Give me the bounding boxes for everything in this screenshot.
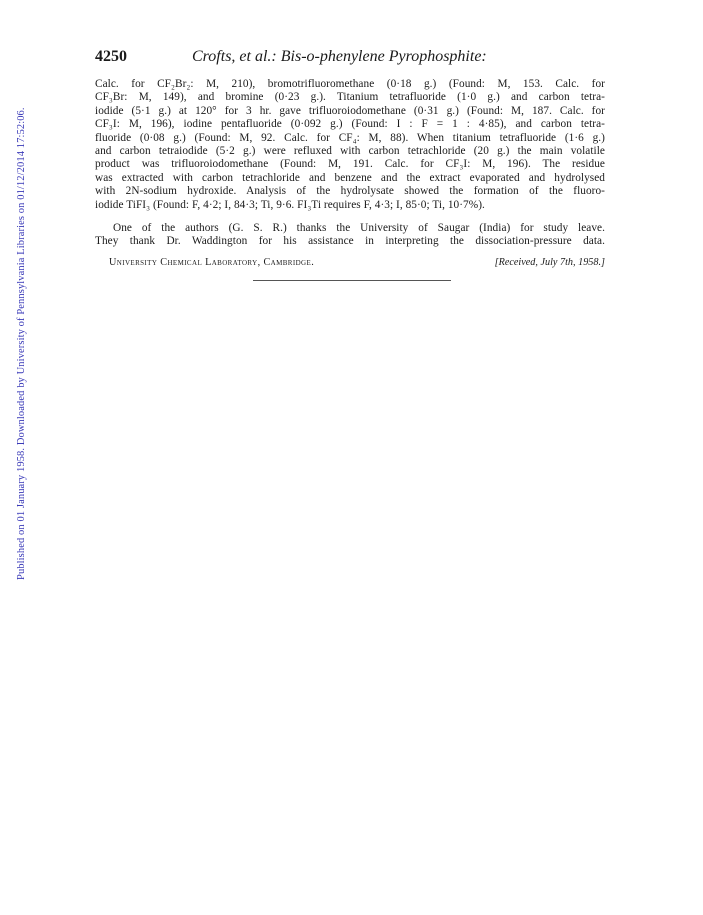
download-watermark-text: Published on 01 January 1958. Downloaded by University of Pennsylvania Libraries on 01/12/2014 17:52:06. <box>16 107 27 580</box>
text-line: product was trifluoroiodomethane (Found: M, 191. Calc. for CF₃I: M, 196). The residue <box>95 158 605 171</box>
text-line: iodide TiFI₃ (Found: F, 4·2; I, 84·3; Ti, 9·6. FI₃Ti requires F, 4·3; I, 85·0; Ti, 10·7%). <box>95 198 485 211</box>
text-line: CF₃Br: M, 149), and bromine (0·23 g.). Titanium tetrafluoride (1·0 g.) and carbon tetra- <box>95 91 605 104</box>
end-rule <box>253 280 451 281</box>
paper-footer <box>95 257 605 271</box>
experimental-paragraph <box>95 78 605 212</box>
text-line: was extracted with carbon tetrachloride and benzene and the extract evaporated and hydrolysed <box>95 171 605 184</box>
journal-page <box>95 48 605 271</box>
acknowledgement-paragraph <box>95 222 605 249</box>
text-line: Calc. for CF₂Br₂: M, 210), bromotrifluoromethane (0·18 g.) (Found: M, 153. Calc. for <box>95 78 605 90</box>
download-watermark <box>0 107 27 580</box>
page-number: 4250 <box>95 48 127 65</box>
text-line: and carbon tetraiodide (5·2 g.) were refluxed with carbon tetrachloride (20 g.) the main volatile <box>95 144 605 157</box>
affiliation: University Chemical Laboratory, Cambridge. <box>109 256 315 268</box>
page-header <box>95 48 605 70</box>
received-date: [Received, July 7th, 1958.] <box>494 256 605 268</box>
text-line: with 2N-sodium hydroxide. Analysis of the hydrolysate showed the formation of the fluoro- <box>95 185 605 198</box>
text-line: CF₃I: M, 196), iodine pentafluoride (0·092 g.) (Found: I : F = 1 : 4·85), and carbon tetra- <box>95 118 605 131</box>
text-line: fluoride (0·08 g.) (Found: M, 92. Calc. for CF₄: M, 88). When titanium tetrafluoride (1·6 g.) <box>95 131 605 144</box>
text-line: One of the authors (G. S. R.) thanks the University of Saugar (India) for study leave. <box>113 221 605 234</box>
text-line: They thank Dr. Waddington for his assistance in interpreting the dissociation-pressure data. <box>95 235 605 248</box>
text-line: iodide (5·1 g.) at 120° for 3 hr. gave trifluoroiodomethane (0·31 g.) (Found: M, 187. Calc. for <box>95 104 605 117</box>
running-title: Crofts, et al.: Bis-o-phenylene Pyrophosphite: <box>192 48 487 65</box>
